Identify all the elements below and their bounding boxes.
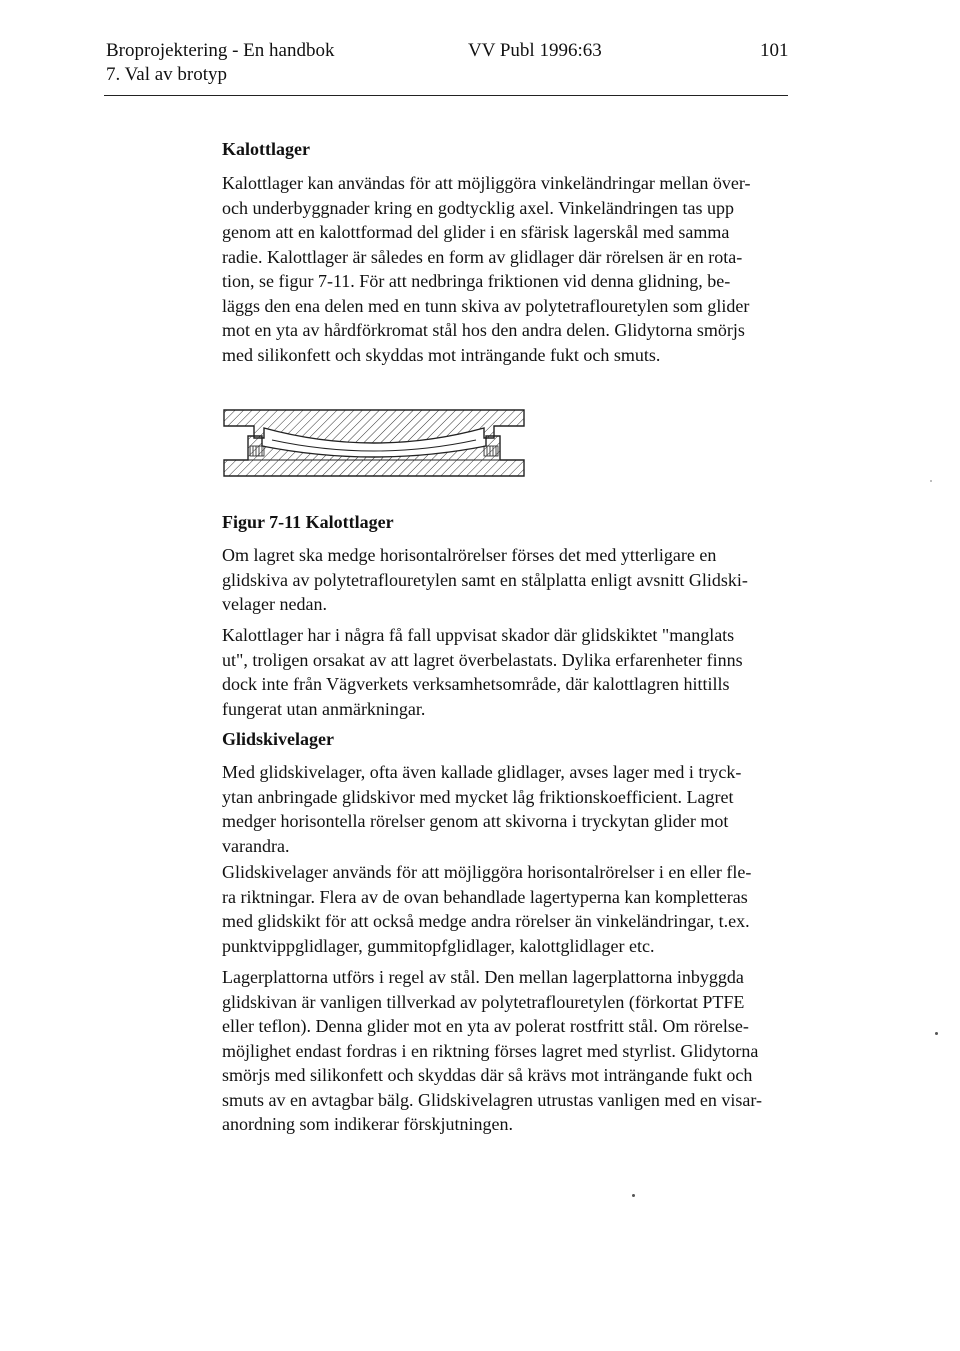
text-line: med silikonfett och skyddas mot inträngande fukt och smuts. (222, 344, 661, 365)
text-line: varandra. (222, 835, 290, 856)
seal-right (484, 446, 498, 456)
text-line: radie. Kalottlager är således en form av glidlager där rörelsen är en rota- (222, 246, 743, 267)
text-line: mot en yta av hårdförkromat stål hos den andra delen. Glidytorna smörjs (222, 320, 745, 340)
paragraph-kalottlager-intro (222, 171, 822, 367)
paragraph-glidskivelager-anvandning (222, 860, 822, 958)
paragraph-glidskivelager-intro (222, 760, 822, 858)
text-line: och underbyggnader kring en godtycklig axel. Vinkeländringen tas upp (222, 197, 734, 218)
seal-left (250, 446, 264, 456)
paragraph-lagerplattor (222, 965, 822, 1137)
text-line: ytan anbringade glidskivor med mycket låg friktionskoefficient. Lagret (222, 786, 734, 807)
upper-plate (224, 410, 524, 443)
scan-speck (930, 480, 932, 482)
text-line: Glidskivelager används för att möjliggöra horisontalrörelser i en eller fle- (222, 862, 752, 882)
text-line: velager nedan. (222, 594, 327, 614)
text-line: ut", troligen orsakat av att lagret överbelastats. Dylika erfarenheter finns (222, 649, 743, 670)
section-heading-glidskivelager: Glidskivelager (222, 729, 334, 749)
text-line: Om lagret ska medge horisontalrörelser förses det med ytterligare en (222, 545, 717, 565)
chapter-title: 7. Val av brotyp (106, 64, 228, 85)
text-line: eller teflon). Denna glider mot en yta av polerat rostfritt stål. Om rörelse- (222, 1016, 749, 1036)
text-line: smörjs med silikonfett och skyddas där så krävs mot inträngande fukt och (222, 1065, 753, 1085)
text-line: Lagerplattorna utförs i regel av stål. Den mellan lagerplattorna inbyggda (222, 967, 744, 987)
text-line: glidskivan är vanligen tillverkad av polytetraflouretylen (förkortat PTFE (222, 991, 745, 1012)
paragraph-skador (222, 623, 822, 721)
text-line: glidskiva av polytetraflouretylen samt en stålplatta enligt avsnitt Glidski- (222, 569, 748, 590)
kalottlager-figure (222, 406, 527, 478)
page-number: 101 (760, 40, 789, 61)
text-line: dock inte från Vägverkets verksamhetsområde, där kalottlagren hittills (222, 674, 730, 694)
figure-caption: Figur 7-11 Kalottlager (222, 512, 394, 532)
text-line: läggs den ena delen med en tunn skiva av polytetraflouretylen som glider (222, 295, 750, 316)
text-line: ra riktningar. Flera av de ovan behandlade lagertyperna kan kompletteras (222, 886, 748, 907)
text-line: tion, se figur 7-11. För att nedbringa friktionen vid denna glidning, be- (222, 271, 731, 291)
text-line: anordning som indikerar förskjutningen. (222, 1114, 513, 1134)
scan-speck (632, 1194, 635, 1197)
text-line: punktvippglidlager, gummitopfglidlager, kalottglidlager etc. (222, 935, 655, 956)
text-line: med glidskikt för att också medge andra rörelser än vinkeländringar, t.ex. (222, 911, 750, 931)
text-line: Kalottlager kan användas för att möjliggöra vinkeländringar mellan över- (222, 173, 751, 193)
paragraph-horisontalrorelser (222, 543, 822, 617)
text-line: medger horisontella rörelser genom att skivorna i tryckytan glider mot (222, 811, 729, 831)
publication-id: VV Publ 1996:63 (468, 40, 602, 61)
scan-speck (935, 1032, 938, 1035)
text-line: fungerat utan anmärkningar. (222, 698, 426, 719)
book-title: Broprojektering - En handbok (106, 40, 335, 61)
text-line: Med glidskivelager, ofta även kallade glidlager, avses lager med i tryck- (222, 762, 742, 782)
text-line: Kalottlager har i några få fall uppvisat skador där glidskiktet "manglats (222, 625, 735, 645)
text-line: möjlighet endast fordras i en riktning förses lagret med styrlist. Glidytorna (222, 1040, 759, 1061)
text-line: genom att en kalottformad del glider i en sfärisk lagerskål med samma (222, 222, 730, 242)
section-heading-kalottlager: Kalottlager (222, 139, 310, 159)
text-line: smuts av en avtagbar bälg. Glidskivelagren utrustas vanligen med en visar- (222, 1089, 762, 1110)
header-rule (104, 95, 788, 96)
